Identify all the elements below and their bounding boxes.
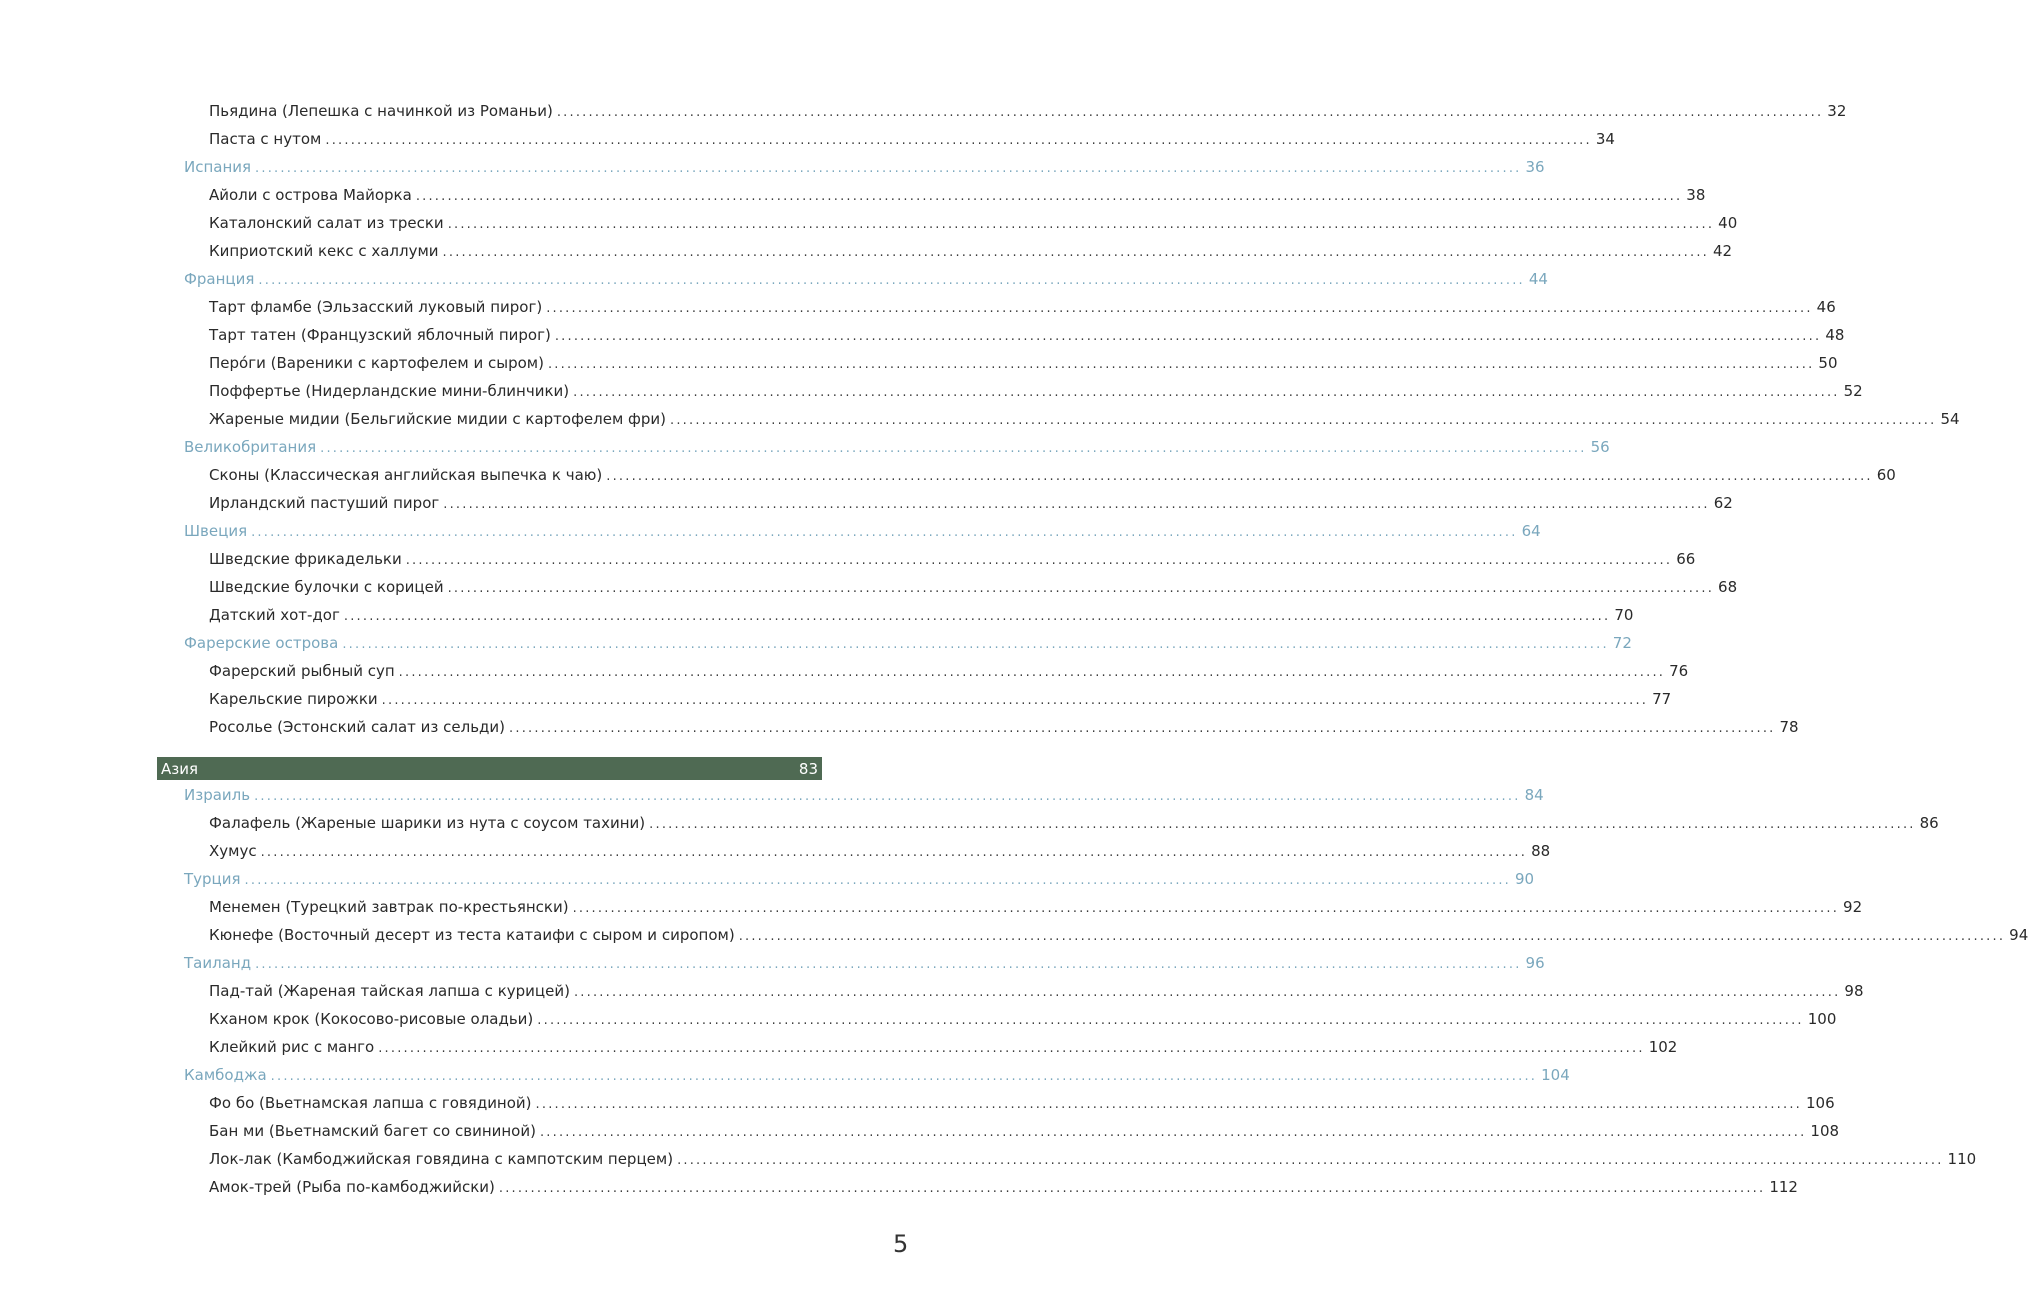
toc-entry-page: 98 [1844, 982, 1864, 1000]
toc-entry [209, 1119, 1840, 1143]
toc-entry [209, 659, 1689, 683]
toc-entry-title: Фарерские острова [184, 634, 339, 652]
toc-entry-page: 78 [1779, 718, 1799, 736]
toc-entry-title: Айоли с острова Майорка [209, 186, 412, 204]
toc-entry-title: Франция [184, 270, 255, 288]
toc-entry-title: Хумус [209, 842, 257, 860]
toc-entry-page: 32 [1827, 102, 1847, 120]
toc-entry-title: Шведские фрикадельки [209, 550, 402, 568]
toc-entry-title: Израиль [184, 786, 251, 804]
dot-leader: ........................................................................................................................................................................................................ [251, 525, 1518, 540]
toc-entry [209, 99, 1847, 123]
toc-entry-title: Каталонский салат из трески [209, 214, 444, 232]
toc-country-heading [184, 783, 1544, 807]
toc-country-heading [184, 435, 1610, 459]
toc-entry-page: 66 [1676, 550, 1696, 568]
dot-leader: ........................................................................................................................................................................................................ [535, 1097, 1802, 1112]
toc-entry [209, 575, 1738, 599]
toc-country-heading [184, 867, 1535, 891]
toc-entry-page: 42 [1713, 242, 1733, 260]
toc-entry-page: 84 [1524, 786, 1544, 804]
toc-entry-title: Бан ми (Вьетнамский багет со свининой) [209, 1122, 536, 1140]
toc-entry-page: 77 [1652, 690, 1672, 708]
dot-leader: ........................................................................................................................................................................................................ [509, 721, 1776, 736]
toc-entry [209, 811, 1939, 835]
dot-leader: ........................................................................................................................................................................................................ [572, 901, 1840, 916]
toc-entry-title: Кюнефе (Восточный десерт из теста катаифи с сыром и сиропом) [209, 926, 735, 944]
dot-leader: ........................................................................................................................................................................................................ [443, 497, 1710, 512]
dot-leader: ........................................................................................................................................................................................................ [325, 133, 1592, 148]
toc-entry-title: Тарт фламбе (Эльзасский луковый пирог) [209, 298, 543, 316]
dot-leader: ........................................................................................................................................................................................................ [606, 469, 1873, 484]
toc-entry-page: 52 [1843, 382, 1863, 400]
toc-entry-title: Пад-тай (Жареная тайская лапша с курицей) [209, 982, 570, 1000]
toc-entry [209, 491, 1733, 515]
toc-entry-page: 88 [1531, 842, 1551, 860]
toc-entry-page: 72 [1612, 634, 1632, 652]
toc-entry [209, 407, 1960, 431]
toc-entry-title: Фо бо (Вьетнамская лапша с говядиной) [209, 1094, 532, 1112]
toc-entry-title: Испания [184, 158, 252, 176]
toc-entry-title: Жареные мидии (Бельгийские мидии с картофелем фри) [209, 410, 666, 428]
toc-entry [209, 1007, 1837, 1031]
toc-entry-title: Шведские булочки с корицей [209, 578, 444, 596]
toc-entry [209, 1035, 1678, 1059]
toc-entry [209, 127, 1615, 151]
dot-leader: ........................................................................................................................................................................................................ [546, 301, 1813, 316]
toc-entry-title: Фалафель (Жареные шарики из нута с соусом тахини) [209, 814, 646, 832]
section-page: 83 [798, 759, 818, 778]
dot-leader: ........................................................................................................................................................................................................ [738, 929, 2006, 944]
toc-entry [209, 839, 1551, 863]
toc-country-heading [184, 519, 1541, 543]
dot-leader: ........................................................................................................................................................................................................ [378, 1041, 1645, 1056]
toc-entry-title: Киприотский кекс с халлуми [209, 242, 439, 260]
toc-entry-page: 96 [1525, 954, 1545, 972]
toc-country-heading [184, 1063, 1570, 1087]
page-number: 5 [893, 1230, 909, 1258]
dot-leader: ........................................................................................................................................................................................................ [270, 1069, 1538, 1084]
toc-entry-title: Таиланд [184, 954, 252, 972]
toc-entry [209, 715, 1799, 739]
toc-entry-title: Ирландский пастуший пирог [209, 494, 440, 512]
toc-entry-title: Амок-трей (Рыба по-камбоджийски) [209, 1178, 495, 1196]
dot-leader: ........................................................................................................................................................................................................ [260, 845, 1528, 860]
dot-leader: ........................................................................................................................................................................................................ [342, 637, 1609, 652]
toc-entry-page: 56 [1590, 438, 1610, 456]
dot-leader: ........................................................................................................................................................................................................ [554, 329, 1822, 344]
dot-leader: ........................................................................................................................................................................................................ [254, 789, 1521, 804]
toc-entry [209, 239, 1733, 263]
toc-entry-title: Датский хот-дог [209, 606, 340, 624]
toc-entry-page: 86 [1919, 814, 1939, 832]
toc-entry-page: 100 [1807, 1010, 1837, 1028]
toc-entry [209, 463, 1896, 487]
dot-leader: ........................................................................................................................................................................................................ [343, 609, 1611, 624]
dot-leader: ........................................................................................................................................................................................................ [405, 553, 1673, 568]
toc-entry-page: 40 [1718, 214, 1738, 232]
toc-entry-title: Камбоджа [184, 1066, 267, 1084]
toc-entry-page: 34 [1595, 130, 1615, 148]
toc-entry-title: Тарт татен (Французский яблочный пирог) [209, 326, 551, 344]
dot-leader: ........................................................................................................................................................................................................ [244, 873, 1512, 888]
toc-entry-page: 60 [1876, 466, 1896, 484]
dot-leader: ........................................................................................................................................................................................................ [398, 665, 1666, 680]
toc-entry-page: 64 [1521, 522, 1541, 540]
toc-entry-title: Перо́ги (Вареники с картофелем и сыром) [209, 354, 544, 372]
toc-entry-page: 102 [1648, 1038, 1678, 1056]
toc-entry-title: Турция [184, 870, 241, 888]
dot-leader: ........................................................................................................................................................................................................ [649, 817, 1916, 832]
toc-entry-page: 62 [1713, 494, 1733, 512]
toc-entry [209, 379, 1863, 403]
toc-entry [209, 895, 1863, 919]
toc-entry-title: Менемен (Турецкий завтрак по-крестьянски) [209, 898, 569, 916]
toc-entry-title: Карельские пирожки [209, 690, 378, 708]
dot-leader: ........................................................................................................................................................................................................ [539, 1125, 1807, 1140]
toc-entry-page: 68 [1718, 578, 1738, 596]
toc-entry [209, 323, 1845, 347]
toc-entry-title: Швеция [184, 522, 248, 540]
toc-entry [209, 687, 1672, 711]
dot-leader: ........................................................................................................................................................................................................ [573, 385, 1840, 400]
toc-entry-page: 54 [1940, 410, 1960, 428]
toc-entry [209, 351, 1838, 375]
dot-leader: ........................................................................................................................................................................................................ [415, 189, 1683, 204]
toc-entry-page: 76 [1669, 662, 1689, 680]
toc-entry [209, 211, 1738, 235]
toc-entry [209, 183, 1706, 207]
section-title: Азия [161, 759, 199, 778]
toc-entry [209, 1091, 1835, 1115]
toc-entry-page: 94 [2009, 926, 2028, 944]
toc-entry-page: 46 [1816, 298, 1836, 316]
dot-leader: ........................................................................................................................................................................................................ [442, 245, 1709, 260]
toc-entry [209, 547, 1696, 571]
toc-entry-page: 112 [1769, 1178, 1798, 1196]
toc-entry-page: 106 [1806, 1094, 1835, 1112]
dot-leader: ........................................................................................................................................................................................................ [537, 1013, 1804, 1028]
toc-country-heading [184, 951, 1545, 975]
dot-leader: ........................................................................................................................................................................................................ [381, 693, 1649, 708]
toc-entry-page: 38 [1686, 186, 1706, 204]
toc-entry-title: Лок-лак (Камбоджийская говядина с кампотским перцем) [209, 1150, 674, 1168]
toc-entry [209, 979, 1864, 1003]
dot-leader: ........................................................................................................................................................................................................ [447, 581, 1715, 596]
toc-entry-title: Паста с нутом [209, 130, 322, 148]
toc-entry-title: Великобритания [184, 438, 317, 456]
dot-leader: ........................................................................................................................................................................................................ [677, 1153, 1944, 1168]
toc-entry-page: 48 [1825, 326, 1845, 344]
toc-entry-title: Сконы (Классическая английская выпечка к чаю) [209, 466, 603, 484]
toc-entry-page: 36 [1525, 158, 1545, 176]
toc-entry [209, 1175, 1798, 1199]
dot-leader: ........................................................................................................................................................................................................ [258, 273, 1525, 288]
section-header-asia [157, 757, 822, 780]
toc-entry-page: 92 [1843, 898, 1863, 916]
dot-leader: ........................................................................................................................................................................................................ [255, 161, 1522, 176]
dot-leader: ........................................................................................................................................................................................................ [573, 985, 1841, 1000]
toc-entry [209, 1147, 1977, 1171]
dot-leader: ........................................................................................................................................................................................................ [447, 217, 1715, 232]
toc-entry-page: 44 [1528, 270, 1548, 288]
toc-entry-page: 70 [1614, 606, 1634, 624]
dot-leader: ........................................................................................................................................................................................................ [498, 1181, 1766, 1196]
dot-leader: ........................................................................................................................................................................................................ [556, 105, 1824, 120]
dot-leader: ........................................................................................................................................................................................................ [547, 357, 1815, 372]
dot-leader: ........................................................................................................................................................................................................ [320, 441, 1587, 456]
toc-entry-title: Пьядина (Лепешка с начинкой из Романьи) [209, 102, 553, 120]
toc-entry-page: 90 [1515, 870, 1535, 888]
toc-entry-title: Клейкий рис с манго [209, 1038, 375, 1056]
toc-entry-title: Росолье (Эстонский салат из сельди) [209, 718, 506, 736]
toc-entry-title: Поффертье (Нидерландские мини-блинчики) [209, 382, 570, 400]
toc-entry-page: 108 [1810, 1122, 1840, 1140]
toc-entry [209, 603, 1634, 627]
toc-entry [209, 295, 1836, 319]
toc-entry-page: 110 [1947, 1150, 1977, 1168]
dot-leader: ........................................................................................................................................................................................................ [255, 957, 1522, 972]
toc-country-heading [184, 631, 1632, 655]
dot-leader: ........................................................................................................................................................................................................ [669, 413, 1937, 428]
toc-entry-page: 50 [1818, 354, 1838, 372]
toc-entry-title: Кханом крок (Кокосово-рисовые оладьи) [209, 1010, 534, 1028]
toc-country-heading [184, 155, 1545, 179]
toc-entry-title: Фарерский рыбный суп [209, 662, 395, 680]
toc-entry [209, 923, 2028, 947]
toc-country-heading [184, 267, 1548, 291]
toc-entry-page: 104 [1541, 1066, 1570, 1084]
